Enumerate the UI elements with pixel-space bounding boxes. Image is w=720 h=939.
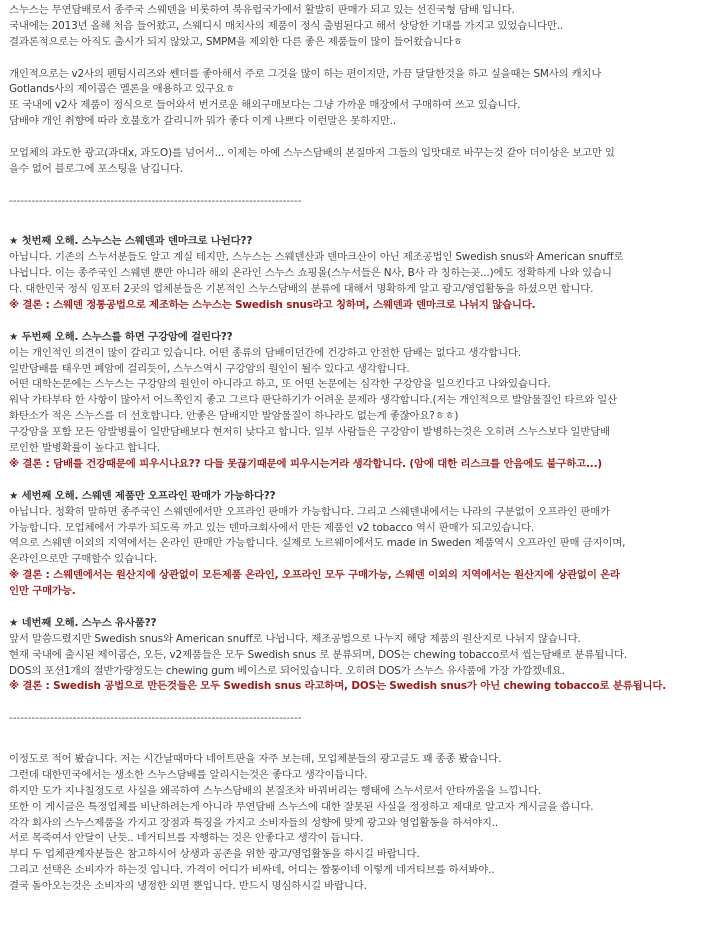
section-conclusion: ※ 결론 : 담배를 건강때문에 피우시나요?? 다들 못끊기때문에 피우시는거라 생각합니다. (암에 대한 리스크를 안음에도 불구하고...) xyxy=(9,457,603,470)
text-line: 그리고 선택은 소비자가 하는것 입니다. 가격이 어디가 비싸네, 어디는 짭퉁이네 이렇게 네거티브를 하셔봐야.. xyxy=(9,864,495,877)
text-line: 담배야 개인 취향에 따라 호불호가 갈리니까 뭐가 좋다 이게 나쁘다 이런말은 못하지만.. xyxy=(9,115,397,128)
text-line: 개인적으로는 v2사의 펜텀시리즈와 쎈더를 좋아해서 주로 그것을 많이 하는 편이지만, 가끔 달달한것을 하고 싶을때는 SM사의 캐치나 xyxy=(9,67,602,80)
section-conclusion: ※ 결론 : 스웨덴에서는 원산지에 상관없이 모든제품 온라인, 오프라인 모두 구매가능, 스웨덴 이외의 지역에서는 원산지에 상관없이 온라 xyxy=(9,569,620,582)
text-line: Gotlands사의 제이콥슨 멜론을 애용하고 있구요ㅎ xyxy=(9,83,235,96)
divider-bottom: ------------------------------------------------------------------------------ xyxy=(9,712,302,725)
text-line: 현재 국내에 출시된 제이콥슨, 오든, v2제품들은 모두 Swedish snus 로 분류되며, DOS는 chewing tobacco로서 씹는담배로 분류됩니다. xyxy=(9,648,628,661)
text-line: 가능합니다. 모업체에서 가루가 되도록 까고 있는 덴마크회사에서 만든 제품인 v2 tobacco 역시 판매가 되고있습니다. xyxy=(9,521,535,534)
text-line: 서로 목죽여서 안달이 난듯.. 네거티브를 자행하는 것은 안좋다고 생각이 듭니다. xyxy=(9,832,364,845)
text-line: 결국 돌아오는것은 소비자의 냉정한 외면 뿐입니다. 반드시 명심하시길 바랍니다. xyxy=(9,880,367,893)
section-conclusion: ※ 결론 : Swedish 공법으로 만든것들은 모두 Swedish snus 라고하며, DOS는 Swedish snus가 아닌 chewing tobacco로 분류됩니다. xyxy=(9,680,667,693)
text-line: 나뉩니다. 이는 종주국인 스웨덴 뿐만 아니라 해외 온라인 스누스 쇼핑몰(스누서들은 N사, B사 라 칭하는곳...)에도 정확하게 나와 있습니 xyxy=(9,267,612,280)
personal-paragraph xyxy=(9,67,714,131)
outro-paragraph xyxy=(9,752,714,895)
text-line: 앞서 말씀드렸지만 Swedish snus와 American snuff로 나뉩니다. 제조공법으로 나누지 해당 제품의 원산지로 나뉘지 않습니다. xyxy=(9,632,581,645)
section-3 xyxy=(9,489,714,600)
intro-paragraph xyxy=(9,3,714,51)
text-line: 국내에는 2013년 올해 처음 들어왔고, 스웨디시 매치사의 제품이 정식 출범된다고 해서 상당한 기대를 가지고 있었습니다만.. xyxy=(9,19,564,32)
text-line: 이정도로 적어 봤습니다. 저는 시간날때마다 네이트판을 자주 보는데, 모업체분들의 광고글도 꽤 종종 봤습니다. xyxy=(9,752,502,765)
section-4 xyxy=(9,616,714,695)
text-line: 부디 두 업체관계자분들은 참고하시어 상생과 공존을 위한 광고/영업활동을 하시길 바랍니다. xyxy=(9,848,420,861)
section-conclusion: 인만 구매가능. xyxy=(9,585,76,598)
text-line: 구강암을 포함 모든 암발병률이 일반담배보다 현저히 낮다고 합니다. 일부 사람들은 구강암이 발병하는것은 오히려 스누스보다 일반담배 xyxy=(9,426,610,439)
text-line: 그런데 대한민국에서는 생소한 스누스담배를 알리시는것은 좋다고 생각이듭니다. xyxy=(9,768,368,781)
text-line: 워낙 가타부타 한 사항이 많아서 어느쪽인지 좋고 그르다 판단하기가 어려운 문제라 생각합니다.(저는 개인적으로 발암물질인 타르와 일산 xyxy=(9,394,618,407)
text-line: 모업체의 과도한 광고(과대x, 과도O)를 넘어서... 이제는 아예 스누스담배의 본질마저 그들의 입맛대로 바꾸는것 같아 더이상은 보고만 있 xyxy=(9,147,615,160)
text-line: 화탄소가 적은 스누스를 더 선호합니다. 안좋은 담배지만 발암물질이 하나라도 없는게 좋잖아요?ㅎㅎ) xyxy=(9,410,459,423)
text-line: 또 국내에 v2사 제품이 정식으로 들어와서 번거로운 해외구매보다는 그냥 가까운 매장에서 구매하여 쓰고 있습니다. xyxy=(9,99,521,112)
text-line: 이는 개인적인 의견이 많이 갈리고 있습니다. 어떤 종류의 담배이던간에 건강하고 안전한 담배는 없다고 생각합니다. xyxy=(9,346,521,359)
text-line: 로인한 발병확률이 높다고 합니다. xyxy=(9,442,161,455)
section-title: ★ 첫번째 오해. 스누스는 스웨덴과 덴마크로 나뉜다?? xyxy=(9,235,253,248)
text-line: 또한 이 게시글은 특정업체를 비난하려는게 아니라 무연담배 스누스에 대한 잘못된 사실을 정정하고 제대로 알고자 게시글을 씁니다. xyxy=(9,800,594,813)
text-line: 스누스는 무연담배로서 종주국 스웨덴을 비롯하여 북유럽국가에서 활발히 판매가 되고 있는 선진국형 담배 입니다. xyxy=(9,4,515,16)
text-line: 일반담배를 태우면 폐암에 걸리듯이, 스누스역시 구강암의 원인이 될수 있다고 생각합니다. xyxy=(9,362,410,375)
text-line: 을수 없어 블로그에 포스팅을 남깁니다. xyxy=(9,162,183,175)
text-line: 아닙니다. 정확히 말하면 종주국인 스웨덴에서만 오프라인 판매가 가능합니다. 그리고 스웨덴내에서는 나라의 구분없이 오프라인 판매가 xyxy=(9,505,610,518)
text-line: 결과론적으로는 아직도 출시가 되지 않았고, SMPM을 제외한 다른 좋은 제품들이 많이 들어왔습니다ㅎ xyxy=(9,35,463,48)
section-title: ★ 네번째 오해. 스누스 유사품?? xyxy=(9,616,157,629)
text-line: DOS의 포션1개의 절반가량정도는 chewing gum 베이스로 되어있습니다. 오히려 DOS가 스누스 유사품에 가장 가깝겠네요. xyxy=(9,664,565,677)
section-2 xyxy=(9,330,714,473)
section-title: ★ 세번째 오해. 스웨덴 제품만 오프라인 판매가 가능하다?? xyxy=(9,489,276,502)
text-line: 어떤 대학논문에는 스누스는 구강암의 원인이 아니라고 하고, 또 어떤 논문에는 심각한 구강암을 일으킨다고 나와있습니다. xyxy=(9,378,551,391)
section-conclusion: ※ 결론 : 스웨덴 정통공법으로 제조하는 스누스는 Swedish snus라고 칭하며, 스웨덴과 덴마크로 나뉘지 않습니다. xyxy=(9,299,536,312)
text-line: 다. 대한민국 정식 임포터 2곳의 업체분들은 기본적인 스누스담배의 분류에 대해서 명확하게 알고 광고/영업활동을 하셨으면 합니다. xyxy=(9,283,594,296)
text-line: 각각 회사의 스누스제품을 가지고 장점과 특징을 가지고 소비자들의 성향에 맞게 광고와 영업활동을 하셔야지.. xyxy=(9,816,499,829)
motive-paragraph xyxy=(9,146,714,178)
text-line: 아닙니다. 기존의 스누서분들도 알고 계실 테지만, 스누스는 스웨덴산과 덴마크산이 아닌 제조공법인 Swedish snus와 American snuff로 xyxy=(9,251,624,264)
text-line: 온라인으로만 구매할수 있습니다. xyxy=(9,553,157,566)
divider-top: ------------------------------------------------------------------------------ xyxy=(9,194,302,207)
section-title: ★ 두번째 오해. 스누스를 하면 구강암에 걸린다?? xyxy=(9,330,233,343)
section-1 xyxy=(9,234,714,313)
text-line: 하지만 도가 지나칠정도로 사실을 왜곡하여 스누스담배의 본질조차 바꿔버리는 행태에 스누서로서 안타까움을 느낍니다. xyxy=(9,784,542,797)
text-line: 역으로 스웨덴 이외의 지역에서는 온라인 판매만 가능합니다. 실제로 노르웨이에서도 made in Sweden 제품역시 오프라인 판매 금지이며, xyxy=(9,537,626,550)
